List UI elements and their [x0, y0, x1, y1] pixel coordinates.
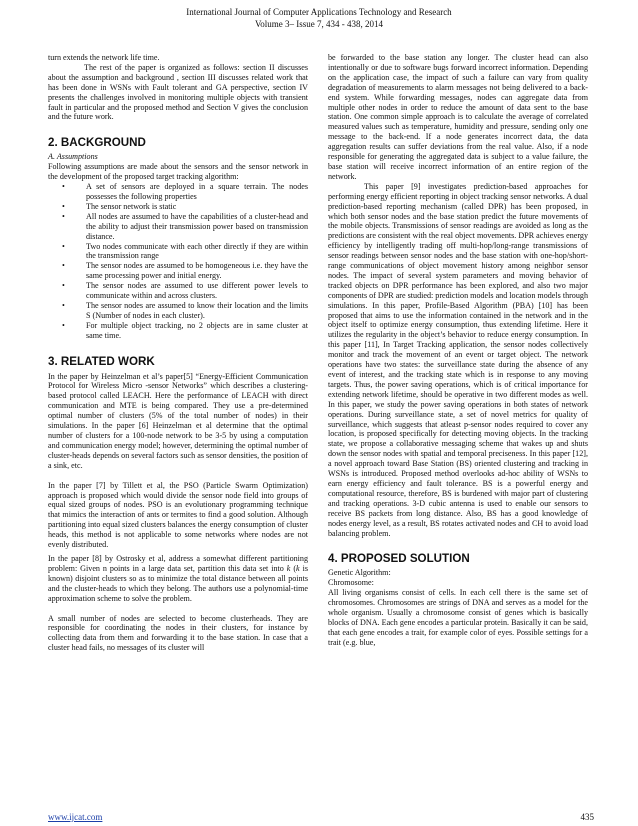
list-item: [48, 182, 308, 202]
paragraph: [48, 554, 308, 604]
section-heading-proposed-solution: 4. PROPOSED SOLUTION: [328, 552, 470, 566]
subsection-heading-genetic-algorithm: Genetic Algorithm:: [328, 568, 391, 578]
bullet-icon: •: [62, 320, 65, 330]
page-number: 435: [580, 812, 594, 822]
list-item: [48, 301, 308, 321]
list-item-text: The sensor nodes are assumed to know their location and the limits S (Number of nodes in each cluster).: [86, 300, 308, 320]
paragraph: Following assumptions are made about the sensors and the sensor network in the development of the proposed target tracking algorithm:: [48, 162, 308, 182]
list-item: [48, 202, 308, 212]
text-run: is known) disjoint clusters so as to minimize the total distance between all points and the cluster-heads to which they belong. The authors use a polynomial-time approximation scheme to solve the problem.: [48, 563, 308, 603]
list-item-text: A set of sensors are deployed in a square terrain. The nodes possesses the following properties: [86, 182, 308, 201]
volume-info: Volume 3– Issue 7, 434 - 438, 2014: [254, 19, 384, 29]
left-column: [48, 53, 308, 653]
paragraph: turn extends the network life time.: [48, 53, 160, 62]
bullet-icon: •: [62, 201, 65, 211]
text-run: In the paper [8] by Ostrosky et al, address a somewhat different partitioning problem: Given n points in a large data set, partition this data set into: [48, 553, 308, 573]
section-heading-background: 2. BACKGROUND: [48, 136, 146, 150]
paragraph: This paper [9] investigates prediction-based approaches for performing energy efficient reporting in object tracking sensor networks. A dual prediction-based reporting mechanism (called DPR) has been proposed, in which both sensor nodes and the base station predict the future movements of the mobile objects. Transmissions of sensor readings are avoided as long as the predictions are consistent with the real object movements. DPR achieves energy efficiency by intelligently trading off multi-hop/long-range transmissions of sensor readings between sensor nodes and the base station with one-hop/short-range communications of object movement history among neighbor sensor nodes. The impact of several system parameters and moving behavior of tracked objects on DPR performance has been explored, and also two major components of DPR are studied: prediction models and location models through simulations. In this paper, Profile-Based Algorithm (PBA) [10] has been proposed that aims to use the information contained in the network and in the object itself to optimize energy consumption, thus extending lifetime. Here it utilizes the regularity in the object’s behavior to reduce energy consumption. In this paper [11], In Target Tracking application, the sensor nodes collectively monitor and track the movement of an event or target object. The network operations have two states: the surveillance state during the absence of any event of interest, and the tracking state which is in response to any moving targets. Thus, the power saving operations, which is of critical importance for extending network lifetime, should be operative in two different modes as well. In this paper, we study the power saving operations in both states of network operations. During surveillance state, a set of novel metrics for quality of surveillance, which suggests that atleast p-sensor nodes required to cover any location, is proposed specifically for detecting moving objects. In the tracking state, we propose a collaborative messaging scheme that wakes up and shuts down the sensor nodes with spatial and temporal preciseness. In this paper [12], a novel approach toward Base Station (BS) oriented clustering and tracking in WSNs is introduced. Proposed method overlooks ad-hoc ability of WSNs to earn energy efficiency and fault tolerance. BS is a powerful energy and computational resource, therefore, BS is burdened with major part of clustering and tracking operations. 3-D cubic antenna is used to enable our sensors to receive BS packets from long distance. Also, BS has a good knowledge of nodes energy level, as a result, BS rotates activated nodes and CH to avoid load balancing problem.: [328, 181, 588, 538]
assumptions-list: [48, 182, 308, 341]
text-run: (: [290, 563, 297, 573]
paragraph: A small number of nodes are selected to become clusterheads. They are responsible for coordinating the nodes in their clusters, for instance by collecting data from them and forwarding it to the base station. In case that a cluster head fails, no messages of its cluster will: [48, 613, 308, 653]
list-item: [48, 261, 308, 281]
math-variable: k: [286, 563, 291, 573]
bullet-icon: •: [62, 241, 65, 251]
list-item: [48, 321, 308, 341]
paragraph: be forwarded to the base station any longer. The cluster head can also intentionally or due to software bugs forward incorrect information. Depending on the application case, the impact of such a failure can vary from quality degradation of measurements to alarm messages not being delivered to a back-end system. While forwarding messages, nodes can aggregate data from multiple other nodes in order to reduce the amount of data sent to the base station. One common simple approach is to calculate the average of correlated measured values such as temperature, humidity and pressure, sending only one message to the back-end. If a node generates incorrect data, the data aggregation results can suffer deviations from the real value. Also, if a node responsible for generating the aggregated data is subject to a value failure, the base station will receive incorrect information of an entire region of the network.: [328, 53, 588, 181]
list-item: [48, 281, 308, 301]
list-item-text: The sensor network is static: [86, 201, 177, 211]
paragraph: All living organisms consist of cells. In each cell there is the same set of chromosomes. Chromosomes are strings of DNA and serves as a model for the whole organism. Usually a chromosome consist of genes which is basically blocks of DNA. Each gene encodes a particular protein. Basically it can be said, that each gene encodes a trait, for example color of eyes. Possible settings for a trait (e.g. blue,: [328, 588, 588, 647]
list-item-text: For multiple object tracking, no 2 objects are in same cluster at same time.: [86, 320, 308, 340]
list-item: [48, 212, 308, 242]
list-item: [48, 242, 308, 262]
paragraph: The rest of the paper is organized as follows: section II discusses about the assumption and background , section III discusses related work that has been done in WSNs with Fault tolerant and GA perspective, section IV presents the challenges involved in monitoring multiple objects with transient fault in particular and the proposed method and Section V gives the conclusion and the future work.: [48, 62, 308, 122]
list-item-text: All nodes are assumed to have the capabilities of a cluster-head and the ability to adjust their transmission power based on transmission distance.: [86, 211, 308, 241]
page-header: [0, 6, 638, 30]
subsection-heading-assumptions: A. Assumptions: [48, 152, 98, 162]
right-column: [328, 53, 588, 648]
section-heading-related-work: 3. RELATED WORK: [48, 354, 155, 368]
list-item-text: The sensor nodes are assumed to be homogeneous i.e. they have the same processing power and initial energy.: [86, 261, 308, 281]
journal-url-link[interactable]: www.ijcat.com: [48, 812, 103, 822]
paragraph: In the paper [7] by Tillett et al, the PSO (Particle Swarm Optimization) approach is proposed which would divide the sensor node field into groups of equal sized groups of nodes. PSO is an evolutionary programming technique that mimics the interaction of ants or termites to find a good solution. Although partitioning into equal sized clusters balances the energy consumption of cluster heads, this method is not applicable to some networks where nodes are not evenly distributed.: [48, 480, 308, 550]
journal-title: International Journal of Computer Applications Technology and Research: [186, 7, 452, 17]
list-item-text: The sensor nodes are assumed to use different power levels to communicate within and across clusters.: [86, 281, 308, 301]
list-item-text: Two nodes communicate with each other directly if they are within the transmission range: [86, 241, 308, 261]
bullet-icon: •: [62, 182, 65, 192]
bullet-icon: •: [62, 261, 65, 271]
bullet-icon: •: [62, 281, 65, 291]
paragraph: In the paper by Heinzelman et al’s paper[5] “Energy-Efficient Communication Protocol for Wireless Micro -sensor Networks” which describes a clustering-based protocol called LEACH. Here the performance of LEACH with direct communication and MTE is being compared. They use a pre-determined optimal number of clusters (5% of the total number of nodes) in their simulations. In the paper [6] Heinzelman et al determine that the optimal number of clusters for a 100-node network to be 3-5 by using a computation and communication energy model; however, determining the optimal number of cluster-heads depends on several factors such as sensor densities, the position of a sink, etc.: [48, 371, 308, 470]
bullet-icon: •: [62, 300, 65, 310]
subsection-heading-chromosome: Chromosome:: [328, 578, 374, 588]
bullet-icon: •: [62, 211, 65, 221]
math-variable: k: [296, 563, 300, 573]
